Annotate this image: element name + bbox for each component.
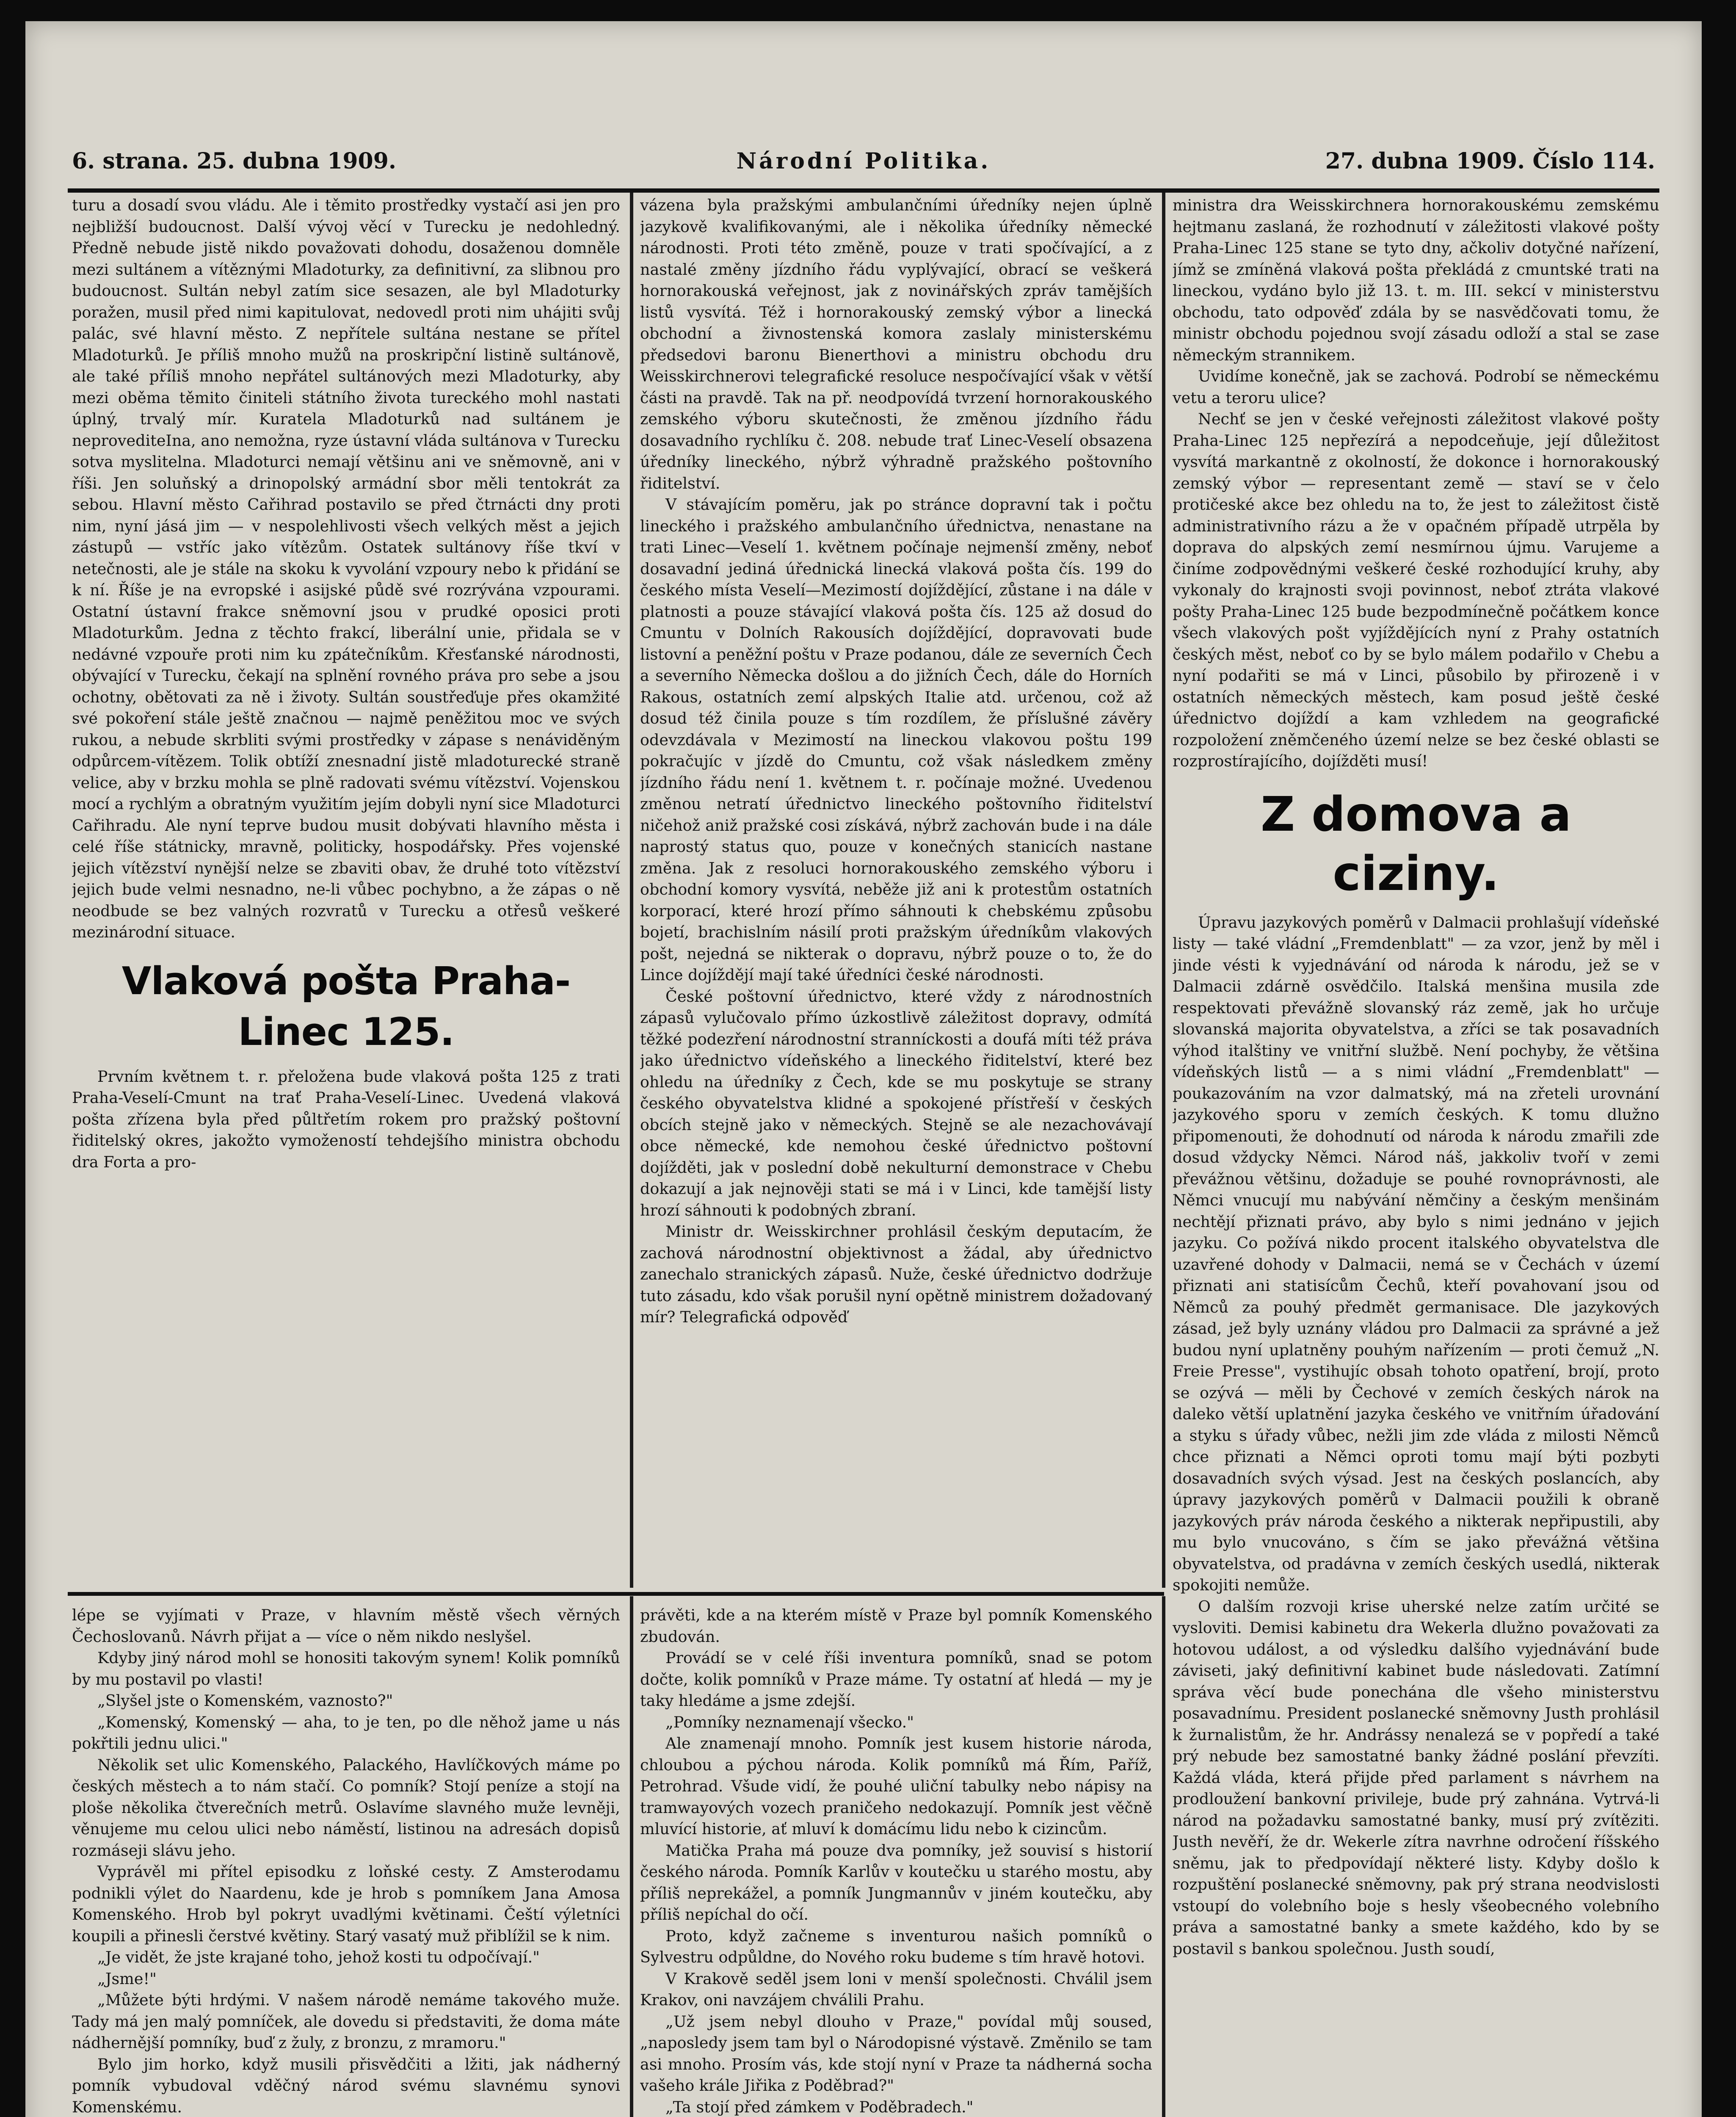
column-rule	[1162, 193, 1165, 1588]
section-heading: Z domova a ciziny.	[1260, 787, 1572, 901]
column-bottom-middle	[640, 1605, 1152, 2117]
column-rule	[1162, 1596, 1165, 2117]
feuilleton-paragraph: „Můžete býti hrdými. V našem národě nemáme takového muže. Tady má jen malý pomníček, ale dovedu si představiti, že doma máte nádhernější pomníky, buď z žuly, z bronzu, z mramoru."	[72, 1991, 620, 2052]
feuilleton-paragraph: Proto, když začneme s inventurou našich pomníků o Sylvestru odpůldne, do Nového roku budeme s tím hravě hotovi.	[640, 1926, 1152, 1966]
feuilleton-paragraph: „Už jsem nebyl dlouho v Praze," povídal můj soused, „naposledy jsem tam byl o Národopisné výstavě. Změnilo se tam asi mnoho. Prosím vás, kde stojí nyní v Praze ta nádherná socha vašeho krále Jiřika z Poděbrad?"	[640, 2012, 1152, 2095]
article-paragraph: České poštovní úřednictvo, které vždy z národnostních zápasů vylučovalo přímo úzkostlivě záležitost dopravy, odmítá těžké podezření národnostní stranníckosti a doufá míti též práva jako úřednictvo vídeňského a lineckého řiditelství, které bez ohledu na úředníky z Čech, kde se mu poskytuje se strany českého obyvatelstva klidné a spokojené přístřeší v českých obcích stejně jako v německých. Stejně se ale nezachovávají obce německé, kde nemohou české úřednictvo poštovní dojížděti, jak v poslední době nekulturní demonstrace v Chebu dokazují a jak nejnověji stati se má i v Linci, kde tamější listy hrozí sáhnouti k podobných zbraní.	[640, 987, 1152, 1219]
column-bottom-left	[72, 1605, 620, 2117]
article-paragraph: V stávajícím poměru, jak po stránce dopravní tak i počtu lineckého i pražského ambulančního úřednictva, nenastane na trati Linec—Veselí 1. květnem počínaje nejmenší změny, neboť dosavadní jediná úřednická linecká vlaková pošta čís. 199 do českého místa Veselí—Mezimostí dojíždějící, zůstane i na dále v platnosti a pouze stávající vlaková pošta čís. 125 až dosud do Cmuntu v Dolních Rakousích dojíždějící, dopravovati bude listovní a peněžní poštu v Praze podanou, dále ze severních Čech a severního Německa došlou a do jižních Čech, dále do Horních Rakous, ostatních zemí alpských Italie atd. určenou, což až dosud též činila pouze s tím rozdílem, že příslušné závěry odevzdávala v Mezimostí na lineckou vlakovou poštu 199 pokračujíc v jízdě do Cmuntu, což však následkem změny jízdního řádu není 1. květnem t. r. počínaje možné. Uvedenou změnou netratí úřednictvo lineckého poštovního řiditelství ničehož aniž pražské cosi získává, nýbrž zachován bude i na dále naprostý status quo, pouze v konečných stanicích nastane změna. Jak z resoluci hornorakouského zemského výboru i obchodní komory vysvítá, neběže již ani k protestům ostatních korporací, které hrozí přímo sáhnouti k chebskému způsobu bojetí, brachislním násilí proti pražským úředníkům vlakových pošt, nejedná se nikterak o dopravu, nýbrž pouze o to, že do Lince dojíždějí mají také úředníci české národnosti.	[640, 495, 1152, 984]
feuilleton-paragraph: „Pomníky neznamenají všecko."	[665, 1713, 914, 1731]
header-left: 6. strana. 25. dubna 1909.	[72, 148, 397, 174]
feuilleton-paragraph: Vyprávěl mi přítel episodku z loňské cesty. Z Amsterodamu podnikli výlet do Naardenu, kde je hrob s pomníkem Jana Amosa Komenského. Hrob byl pokryt uvadlými květinami. Čeští výletníci koupili a přinesli čerstvé květiny. Starý vasatý muž přiblížil se k nim.	[72, 1863, 620, 1945]
newspaper-page	[25, 21, 1702, 2117]
article-paragraph: Nechť se jen v české veřejnosti záležitost vlakové pošty Praha-Linec 125 nepřezírá a nepodceňuje, její důležitost vysvítá markantně z okolností, že dokonce i hornorakouský zemský výbor — representant země — staví se v čelo protičeské akce bez ohledu na to, že jest to záležitost čistě administrativního rázu a že v opačném případě utrpěla by doprava do alpských zemí nesmírnou újmu. Varujeme a činíme zodpovědnými veškeré české rozhodující kruhy, aby vykonaly do krajnosti svoji povinnost, neboť ztráta vlakové pošty Praha-Linec 125 bude bezpodmínečně počátkem konce všech vlakových pošt vyjíždějících nyní z Prahy ostatních českých měst, neboť co by se bylo málem podařilo v Chebu a nyní podařiti se má v Linci, působilo by přirozeně i v ostatních německých městech, kam posud ještě české úřednictvo dojíždí a kam vzhledem na geografické rozpoložení zněmčeného území nelze se bez české oblasti se rozprostírajícího, dojížděti musí!	[1173, 410, 1659, 770]
article-paragraph: Ministr dr. Weisskirchner prohlásil českým deputacím, že zachová národnostní objektivnost a žádal, aby úřednictvo zanechalo stranických zápasů. Nuže, české úřednictvo dodržuje tuto zásadu, kdo však porušil nyní opětně ministrem dožadovaný mír? Telegrafická odpověď	[640, 1222, 1152, 1326]
feuilleton-paragraph: Kdyby jiný národ mohl se honositi takovým synem! Kolik pomníků by mu postavil po vlasti!	[72, 1649, 620, 1689]
column-rule	[630, 1596, 633, 2117]
feuilleton-paragraph: Provádí se v celé říši inventura pomníků, snad se potom dočte, kolik pomníků v Praze máme. Ty ostatní ať hledá — my je taky hledáme a jsme zdejší.	[640, 1649, 1152, 1710]
article-paragraph: Uvidíme konečně, jak se zachová. Podrobí se německému vetu a teroru ulice?	[1173, 367, 1659, 407]
column-rule	[630, 193, 633, 1588]
feuilleton-paragraph: Matička Praha má pouze dva pomníky, jež souvisí s historií českého národa. Pomník Karlův v koutečku u starého mostu, aby příliš neprekážel, a pomník Jungmannův v jiném koutečku, aby příliš nepíchal do očí.	[640, 1841, 1152, 1924]
article-paragraph: O dalším rozvoji krise uherské nelze zatím určité se vysloviti. Demisi kabinetu dra Wekerla dlužno považovati za hotovou událost, a od výsledku dalšího vyjednávání bude záviseti, jaký definitivní kabinet bude následovati. Zatímní správa věcí bude ponechána dle všeho ministerstvu posavadnímu. President poslanecké sněmovny Justh prohlásil k žurnalistům, že hr. Andrássy nenalezá se v popředí a také prý nebude bez samostatné banky žádné poslání převzíti. Každá vláda, která přijde před parlament s návrhem na prodloužení bankovní privileje, bude prý zahnána. Vytrvá-li národ na požadavku samostatné banky, musí prý zvítěziti. Justh nevěří, že dr. Wekerle zítra navrhne odročení říšského sněmu, jak to předpovídají některé listy. Kdyby došlo k rozpuštění poslanecké sněmovny, pak prý strana neodvislosti vstoupí do volebního boje s hesly všeobecného volebního práva a samostatné banky a smete každého, kdo by se postavil s bankou společnou. Justh soudí,	[1173, 1597, 1659, 1958]
feuilleton-rule	[68, 1592, 1164, 1596]
feuilleton-paragraph: Ale znamenají mnoho. Pomník jest kusem historie národa, chloubou a pýchou národa. Kolik pomníků má Řím, Paříž, Petrohrad. Všude vidí, že pouhé uliční tabulky nebo nápisy na tramwayových vozech praničeho nedokazují. Pomník jest věčně mluvící historie, ať mluví k domácímu lidu nebo k cizincům.	[640, 1734, 1152, 1838]
header-masthead: Národní Politika.	[736, 148, 991, 174]
feuilleton-paragraph: „Slyšel jste o Komenském, vaznosto?"	[97, 1691, 393, 1710]
page-header	[72, 148, 1655, 186]
article-paragraph: Prvním květnem t. r. přeložena bude vlaková pošta 125 z trati Praha-Veselí-Cmunt na trať Praha-Veselí-Linec. Uvedená vlaková pošta zřízena byla před půltřetím rokem pro pražský poštovní řiditelský okres, jakožto vymožeností tehdejšího ministra obchodu dra Forta a pro-	[72, 1067, 620, 1171]
column-right	[1173, 195, 1659, 2117]
feuilleton-paragraph: „Jsme!"	[97, 1969, 157, 1988]
article-paragraph: Úpravu jazykových poměrů v Dalmacii prohlašují vídeňské listy — také vládní „Fremdenblatt" — za vzor, jenž by měl i jinde vésti k vyjednávání od národa k národu, jež se v Dalmacii zdárně osvědčilo. Italská menšina musila zde respektovati převážně slovanský ráz země, jak ho určuje slovanská majorita obyvatelstva, a zříci se tak posavadních výhod italštiny ve vnitřní službě. Není pochyby, že většina vídeňských listů — a s nimi vládní „Fremdenblatt" — poukazováním na vzor dalmatský, má na zřeteli urovnání jazykového sporu v zemích českých. K tomu dlužno připomenouti, že dohodnutí od národa k národu zmařili zde dosud vždycky Němci. Národ náš, jakkoliv tvoří v zemi převážnou většinu, dožaduje se pouhé rovnoprávnosti, ale Němci vnucují mu nabývání němčiny a českým menšinám nechtějí přiznati právo, aby bylo s nimi jednáno v jejich jazyku. Co požívá nikdo procent italského obyvatelstva dle uzavřené dohody v Dalmacii, nemá se v Čechách v území přiznati ani statisícům Čechů, kteří povahovaní jsou od Němců za pouhý předmět germanisace. Dle jazykových zásad, jež byly uznány vládou pro Dalmacii za správné a jež budou nyní uplatněny pouhým nařízením — proti čemuž „N. Freie Presse", vystihujíc obsah tohoto opatření, brojí, proto se ozývá — měli by Čechové v zemích českých nárok na daleko větší uplatnění jazyka českého ve vnitřním úřadování a styku s úřady vůbec, nežli jim zde vláda z milosti Němců chce přiznati a Němci oproti tomu mají býti pozbyti dosavadních svých výsad. Jest na českých poslancích, aby úpravy jazykových poměrů v Dalmacii použili k obraně jazykových práv národa českého a nikterak nepřipustili, aby mu bylo vnucováno, s čím se jako převážná většina obyvatelstva, od pradávna v zemích českých usedlá, nikterak spokojiti nemůže.	[1173, 913, 1659, 1594]
article-paragraph: vázena byla pražskými ambulančními úředníky nejen úplně jazykově kvalifikovanými, ale i několika úředníky německé národnosti. Proti této změně, pouze v trati spočívající, a z nastalé změny jízdního řádu vyplývající, obrací se veškerá hornorakouská veřejnost, jak z novinářských zpráv tamějších listů vysvítá. Též i hornorakouský zemský výbor a linecká obchodní a živnostenská komora zaslaly ministerskému předsedovi baronu Bienerthovi a ministru obchodu dru Weisskirchnerovi telegrafické resoluce nespočívající však v větší části na pravdě. Tak na př. neodpovídá tvrzení hornorakouského zemského výboru skutečnosti, že změnou jízdního řádu dosavadního rychlíku č. 208. nebude trať Linec-Veselí obsazena úředníky lineckého, nýbrž výhradně pražského poštovního řiditelství.	[640, 196, 1152, 492]
column-top-left	[72, 195, 620, 1588]
article-heading: Vlaková pošta Praha-Linec 125.	[121, 959, 571, 1054]
header-right: 27. dubna 1909. Číslo 114.	[1325, 148, 1655, 174]
column-top-middle	[640, 195, 1152, 1588]
feuilleton-paragraph: Bylo jim horko, když musili přisvědčiti a lžiti, jak nádherný pomník vybudoval vděčný národ svému slavnému synovi Komenskému.	[72, 2055, 620, 2116]
feuilleton-paragraph: Několik set ulic Komenského, Palackého, Havlíčkových máme po českých městech a to nám stačí. Co pomník? Stojí peníze a stojí na ploše několika čtverečních metrů. Oslavíme slavného muže levněji, věnujeme mu celou ulici nebo náměstí, listinou na adresách dopisů rozmáseji slávu jeho.	[72, 1755, 620, 1860]
feuilleton-paragraph: „Ta stojí před zámkem v Poděbradech."	[665, 2098, 974, 2116]
article-paragraph: ministra dra Weisskirchnera hornorakouskému zemskému hejtmanu zaslaná, že rozhodnutí v záležitosti vlakové pošty Praha-Linec 125 stane se tyto dny, ačkoliv dotyčné nařízení, jímž se zmíněná vlaková pošta překládá z cmuntské trati na lineckou, vydáno bylo již 13. t. m. III. sekcí v ministerstvu obchodu, tato odpověď zdála by se nasvědčovati tomu, že ministr obchodu pojednou svojí zásadu odloží a stal se zase německým strannikem.	[1173, 196, 1659, 364]
article-paragraph: turu a dosadí svou vládu. Ale i těmito prostředky vystačí asi jen pro nejbližší budoucnost. Další vývoj věcí v Turecku je nedohledný. Předně nebude jistě nikdo považovati dohodu, dosaženou domněle mezi sultánem a vítěznými Mladoturky, za definitivní, za slibnou pro budoucnost. Sultán nebyl zatím sice sesazen, ale byl Mladoturky poražen, musil před nimi kapitulovat, nedovedl proti nim uhájiti svůj palác, své hlavní město. Z nepřítele sultána nestane se přítel Mladoturků. Je příliš mnoho mužů na proskripční listině sultánově, ale také příliš mnoho nepřátel sultánových mezi Mladoturky, aby mezi oběma těmito činiteli státního života tureckého mohl nastati úplný, trvalý mír. Kuratela Mladoturků nad sultánem je neprovediteIna, ano nemožna, ryze ústavní vláda sultánova v Turecku sotva myslitelna. Mladoturci nemají většinu ani ve sněmovně, ani v říši. Jen soluňský a drinopolský armádní sbor měli tentokrát za sebou. Hlavní město Cařihrad postavilo se před čtrnácti dny proti nim, nyní jásá jim — v nespolehlivosti všech velkých měst a jejich zástupů — vstříc jako vítězům. Ostatek sultánovy říše tkví v netečnosti, ale je stále na skoku k vyvolání vzpoury nebo k přidání se k ní. Říše je na evropské i asijské půdě své rozrývána vzpourami. Ostatní ústavní frakce sněmovní jsou v prudké oposici proti Mladoturkům. Jedna z těchto frakcí, liberální unie, přidala se v nedávné vzpouře proti nim ku zpátečníkům. Křesťanské národnosti, obývající v Turecku, čekají na splnění rovného práva pro sebe a jsou ochotny, obětovati za ně i životy. Sultán soustřeďuje přes okamžité své pokoření stále ještě značnou — najmě peněžitou moc ve svých rukou, a nebude skrbliti svými prostředky v zápase s nenáviděným odpůrcem-vítězem. Tolik obtíží znesnadní jistě mladoturecké straně velice, aby v brzku mohla se plně radovati svému vítězství. Vojenskou mocí a rychlým a obratným využitím jejím dobyli nyní sice Mladoturci Cařihradu. Ale nyní teprve budou musit dobývati hlavního města i celé říše státnicky, mravně, politicky, hospodářsky. Přes vojenské jejich vítězství nynější nelze se zbaviti obav, že druhé toto vítězství jejich bude velmi nesnadno, ne-li vůbec pochybno, a že zápas o ně neodbude se bez valných rozvratů v Turecku a otřesů veškeré mezinárodní situace.	[72, 196, 620, 941]
feuilleton-paragraph: lépe se vyjímati v Praze, v hlavním městě všech věrných Čechoslovanů. Návrh přijat a — více o něm nikdo neslyšel.	[72, 1606, 620, 1646]
feuilleton-paragraph: V Krakově seděl jsem loni v menší společnosti. Chválil jsem Krakov, oni navzájem chválili Prahu.	[640, 1969, 1152, 2009]
feuilleton-paragraph: právěti, kde a na kterém místě v Praze byl pomník Komenského zbudován.	[640, 1606, 1152, 1646]
header-rule	[68, 188, 1659, 193]
feuilleton-paragraph: „Je vidět, že jste krajané toho, jehož kosti tu odpočívají."	[97, 1948, 540, 1966]
feuilleton-paragraph: „Komenský, Komenský — aha, to je ten, po dle něhož jame u nás pokřtili jednu ulici."	[72, 1713, 620, 1752]
